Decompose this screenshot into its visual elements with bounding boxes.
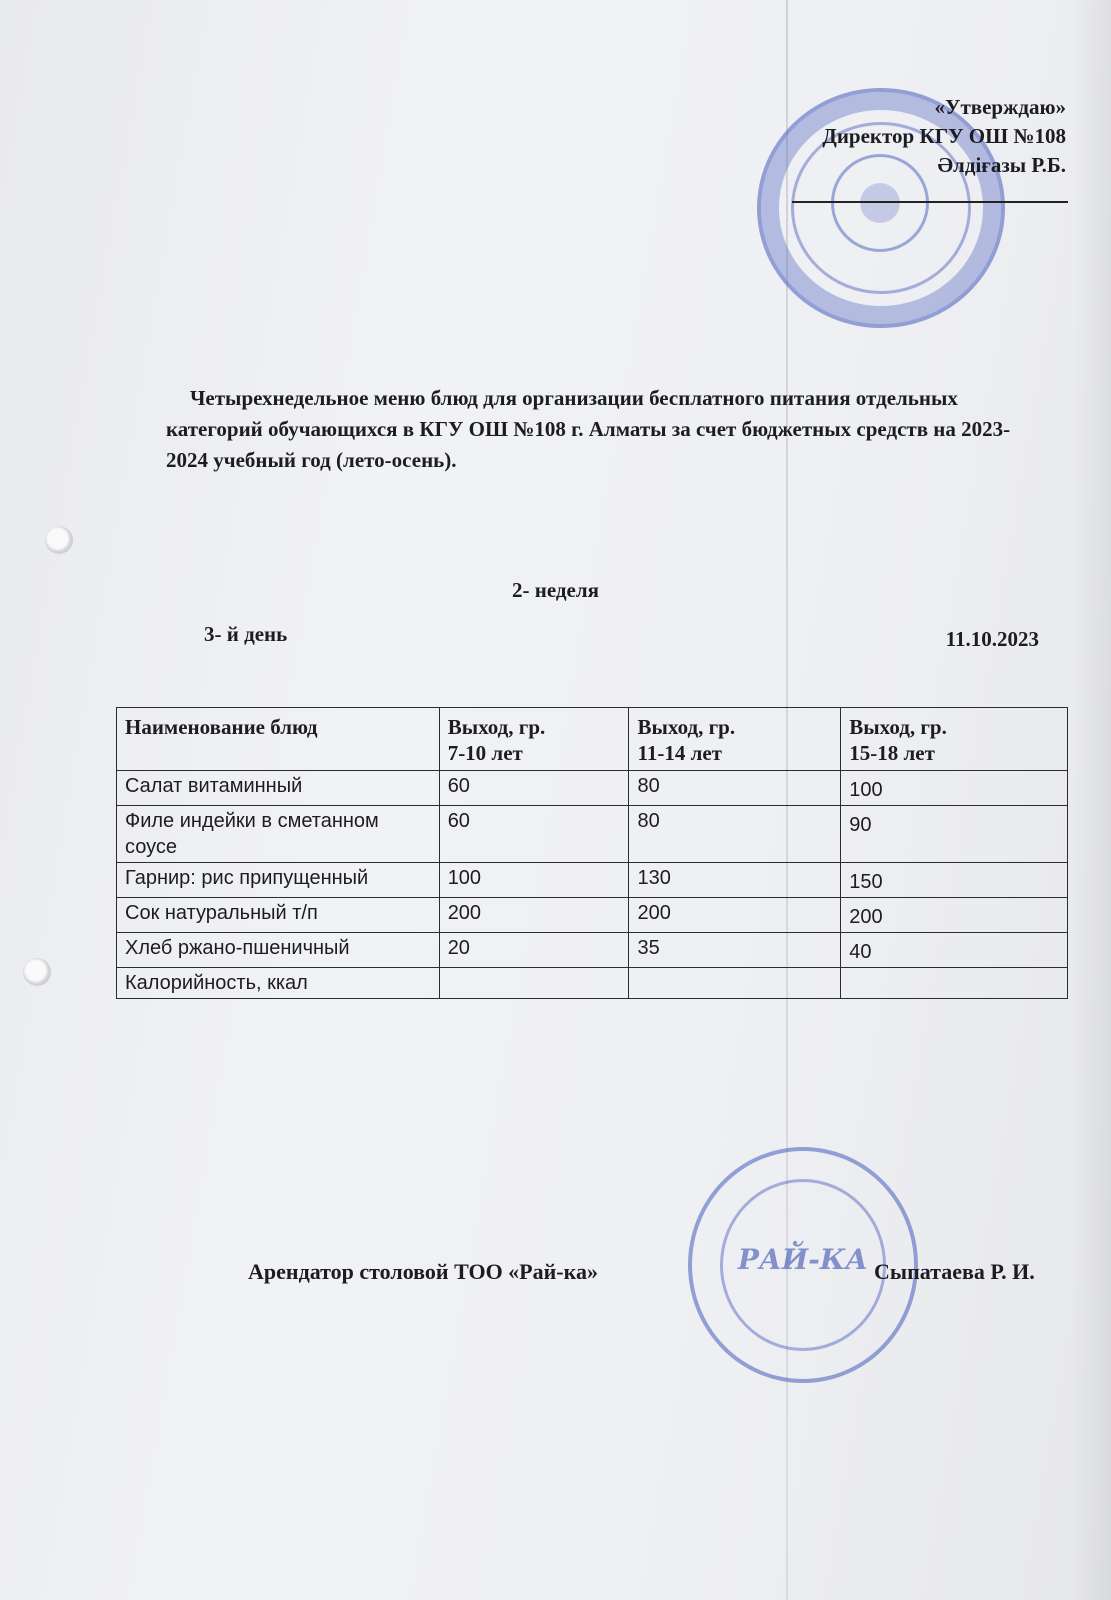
value-group-1	[439, 968, 629, 999]
table-row	[117, 771, 1068, 806]
dish-name: Сок натуральный т/п	[117, 898, 440, 933]
tenant-stamp-mark: РАЙ-КА	[737, 1243, 869, 1276]
paper-shadow	[1071, 0, 1111, 1600]
menu-table	[116, 707, 1068, 999]
header-group-1	[439, 708, 629, 771]
value-group-3	[841, 968, 1068, 999]
value-group-2: 80	[629, 771, 841, 806]
table-row	[117, 898, 1068, 933]
header-group-2	[629, 708, 841, 771]
approval-name: Әлдіғазы Р.Б.	[937, 153, 1066, 177]
header-group-3	[841, 708, 1068, 771]
value-group-1: 200	[439, 898, 629, 933]
table-row	[117, 968, 1068, 999]
value-group-1: 20	[439, 933, 629, 968]
dish-name: Калорийность, ккал	[117, 968, 440, 999]
punch-hole-lower	[23, 958, 51, 986]
value-group-2: 35	[629, 933, 841, 968]
date-label: 11.10.2023	[945, 627, 1039, 651]
document-title: Четырехнедельное меню блюд для организации бесплатного питания отдельных категорий обучающихся в КГУ ОШ №108 г. Алматы за счет бюджетных средств на 2023-2024 учебный год (лето-осень).	[166, 386, 1011, 472]
approval-block	[822, 93, 1066, 180]
value-group-1: 60	[439, 771, 629, 806]
table-row	[117, 933, 1068, 968]
table-header-row	[117, 708, 1068, 771]
value-group-2: 80	[629, 806, 841, 863]
value-group-2	[629, 968, 841, 999]
day-label: 3- й день	[204, 622, 288, 646]
value-group-2: 130	[629, 863, 841, 898]
signature-line	[792, 201, 1068, 203]
punch-hole-upper	[45, 526, 73, 554]
value-group-3: 200	[841, 898, 1068, 933]
header-group-2-age: 11-14 лет	[637, 741, 722, 765]
value-group-3: 40	[841, 933, 1068, 968]
value-group-3: 100	[841, 771, 1068, 806]
dish-name: Гарнир: рис припущенный	[117, 863, 440, 898]
header-group-2-title: Выход, гр.	[637, 715, 736, 739]
approval-position: Директор КГУ ОШ №108	[822, 124, 1066, 148]
header-group-3-age: 15-18 лет	[849, 741, 935, 765]
table-row	[117, 806, 1068, 863]
header-group-1-age: 7-10 лет	[447, 741, 523, 765]
tenant-label: Арендатор столовой ТОО «Рай-ка»	[248, 1259, 598, 1284]
tenant-signatory: Сыпатаева Р. И.	[874, 1259, 1035, 1284]
table-row	[117, 863, 1068, 898]
value-group-3: 150	[841, 863, 1068, 898]
value-group-1: 60	[439, 806, 629, 863]
approval-title: «Утверждаю»	[934, 95, 1066, 119]
dish-name: Филе индейки в сметанном соусе	[117, 806, 440, 863]
dish-name: Салат витаминный	[117, 771, 440, 806]
header-dish-name: Наименование блюд	[117, 708, 440, 771]
header-group-1-title: Выход, гр.	[447, 715, 546, 739]
dish-name: Хлеб ржано-пшеничный	[117, 933, 440, 968]
header-group-3-title: Выход, гр.	[849, 715, 947, 739]
week-label: 2- неделя	[512, 578, 599, 602]
value-group-1: 100	[439, 863, 629, 898]
value-group-3: 90	[841, 806, 1068, 863]
value-group-2: 200	[629, 898, 841, 933]
